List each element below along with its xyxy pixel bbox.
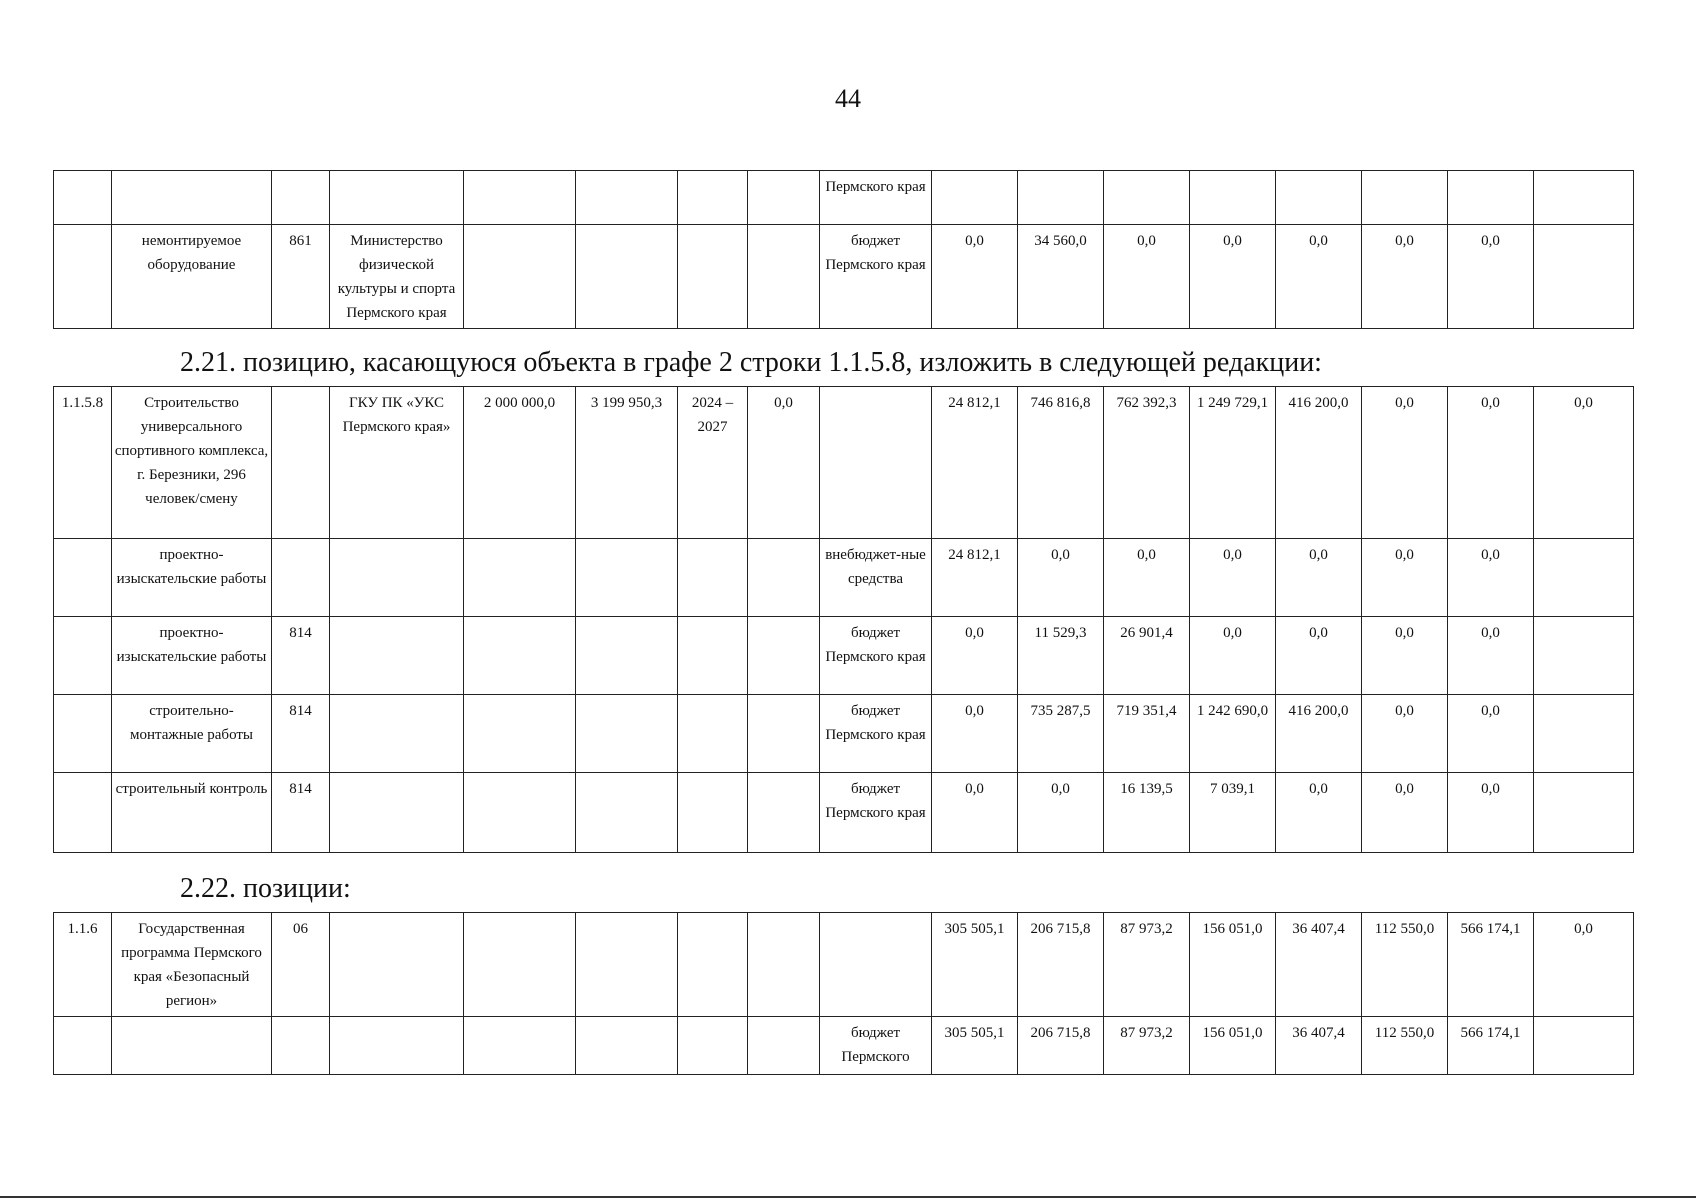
heading-2-22: 2.22. позиции: <box>180 873 351 904</box>
table-row-1-1-5-8 <box>53 386 1634 853</box>
cell-year-value: 36 407,4 <box>1276 913 1362 1017</box>
cell-year-value: 1 249 729,1 <box>1190 387 1276 539</box>
cell-grbs <box>330 773 464 853</box>
cell-year-value: 566 174,1 <box>1448 1017 1534 1075</box>
table-row <box>54 913 1634 1017</box>
cell-year-value: 26 901,4 <box>1104 617 1190 695</box>
cell-name <box>112 1017 272 1075</box>
cell-year-value: 156 051,0 <box>1190 1017 1276 1075</box>
cell-kbk: 06 <box>272 913 330 1017</box>
cell-kbk <box>272 1017 330 1075</box>
cell-cost <box>464 695 576 773</box>
table-previous-continuation <box>53 170 1634 329</box>
cell-year-value: 0,0 <box>1276 539 1362 617</box>
cell-cost-current <box>576 1017 678 1075</box>
cell-period <box>678 1017 748 1075</box>
cell-year-value: 0,0 <box>1018 773 1104 853</box>
cell-year-value: 762 392,3 <box>1104 387 1190 539</box>
table-row <box>54 225 1634 329</box>
cell-completed <box>748 773 820 853</box>
cell-period <box>678 225 748 329</box>
cell-year-value: 24 812,1 <box>932 387 1018 539</box>
cell-year-value: 156 051,0 <box>1190 913 1276 1017</box>
cell-year-value: 416 200,0 <box>1276 695 1362 773</box>
cell-kbk <box>272 387 330 539</box>
cell-period <box>678 695 748 773</box>
cell-period <box>678 773 748 853</box>
cell-last-value <box>1534 773 1634 853</box>
cell-source: бюджет Пермского <box>820 1017 932 1075</box>
cell-last-value <box>1534 617 1634 695</box>
cell-kbk: 814 <box>272 695 330 773</box>
cell-year-value: 0,0 <box>1104 539 1190 617</box>
cell-year-value: 0,0 <box>1104 225 1190 329</box>
cell-year-value: 112 550,0 <box>1362 913 1448 1017</box>
cell-year-value: 0,0 <box>1448 387 1534 539</box>
cell-period <box>678 171 748 225</box>
cell-kbk: 861 <box>272 225 330 329</box>
cell-grbs <box>330 539 464 617</box>
cell-name: проектно-изыскательские работы <box>112 617 272 695</box>
bottom-scan-edge <box>0 1196 1696 1198</box>
cell-source: бюджет Пермского края <box>820 773 932 853</box>
cell-year-value: 87 973,2 <box>1104 1017 1190 1075</box>
cell-year-value: 87 973,2 <box>1104 913 1190 1017</box>
cell-period <box>678 913 748 1017</box>
cell-year-value: 416 200,0 <box>1276 387 1362 539</box>
cell-name <box>112 171 272 225</box>
cell-year-value: 305 505,1 <box>932 913 1018 1017</box>
cell-kbk <box>272 539 330 617</box>
cell-year-value: 0,0 <box>1448 617 1534 695</box>
cell-code <box>54 695 112 773</box>
cell-year-value: 0,0 <box>1190 225 1276 329</box>
table-row <box>54 773 1634 853</box>
table-row <box>54 171 1634 225</box>
cell-last-value <box>1534 695 1634 773</box>
cell-cost <box>464 171 576 225</box>
cell-year-value: 735 287,5 <box>1018 695 1104 773</box>
cell-year-value: 0,0 <box>1448 539 1534 617</box>
cell-cost <box>464 913 576 1017</box>
table-row <box>54 1017 1634 1075</box>
cell-period <box>678 617 748 695</box>
cell-year-value: 0,0 <box>932 773 1018 853</box>
cell-year-value <box>1104 171 1190 225</box>
cell-year-value: 566 174,1 <box>1448 913 1534 1017</box>
cell-period: 2024 – 2027 <box>678 387 748 539</box>
table-row <box>54 387 1634 539</box>
cell-year-value <box>1362 171 1448 225</box>
cell-year-value: 0,0 <box>1190 617 1276 695</box>
cell-completed <box>748 913 820 1017</box>
cell-cost <box>464 1017 576 1075</box>
cell-name: Государственная программа Пермского края «Безопасный регион» <box>112 913 272 1017</box>
cell-completed <box>748 617 820 695</box>
cell-name: проектно-изыскательские работы <box>112 539 272 617</box>
cell-completed: 0,0 <box>748 387 820 539</box>
cell-year-value <box>932 171 1018 225</box>
table-row <box>54 617 1634 695</box>
cell-year-value <box>1448 171 1534 225</box>
cell-year-value: 7 039,1 <box>1190 773 1276 853</box>
cell-year-value: 0,0 <box>1362 225 1448 329</box>
cell-cost <box>464 773 576 853</box>
cell-name: немонтируемое оборудование <box>112 225 272 329</box>
cell-cost-current <box>576 773 678 853</box>
cell-code <box>54 539 112 617</box>
cell-last-value <box>1534 171 1634 225</box>
cell-code: 1.1.5.8 <box>54 387 112 539</box>
cell-year-value <box>1190 171 1276 225</box>
cell-period <box>678 539 748 617</box>
table-row <box>54 539 1634 617</box>
cell-code: 1.1.6 <box>54 913 112 1017</box>
cell-year-value: 0,0 <box>932 617 1018 695</box>
cell-year-value: 0,0 <box>1018 539 1104 617</box>
cell-year-value: 0,0 <box>1276 225 1362 329</box>
cell-year-value: 1 242 690,0 <box>1190 695 1276 773</box>
cell-year-value: 0,0 <box>1362 539 1448 617</box>
cell-year-value: 0,0 <box>1448 773 1534 853</box>
cell-kbk: 814 <box>272 773 330 853</box>
cell-completed <box>748 1017 820 1075</box>
cell-year-value: 11 529,3 <box>1018 617 1104 695</box>
cell-year-value: 0,0 <box>1362 617 1448 695</box>
cell-grbs <box>330 1017 464 1075</box>
cell-year-value: 746 816,8 <box>1018 387 1104 539</box>
cell-grbs <box>330 617 464 695</box>
cell-completed <box>748 695 820 773</box>
cell-code <box>54 1017 112 1075</box>
cell-code <box>54 773 112 853</box>
cell-source: Пермского края <box>820 171 932 225</box>
cell-last-value: 0,0 <box>1534 387 1634 539</box>
cell-year-value: 305 505,1 <box>932 1017 1018 1075</box>
cell-cost-current <box>576 617 678 695</box>
cell-year-value: 36 407,4 <box>1276 1017 1362 1075</box>
cell-last-value <box>1534 539 1634 617</box>
cell-year-value: 0,0 <box>1276 773 1362 853</box>
cell-source <box>820 913 932 1017</box>
cell-grbs: Министерство физической культуры и спорта Пермского края <box>330 225 464 329</box>
cell-year-value: 16 139,5 <box>1104 773 1190 853</box>
cell-year-value: 0,0 <box>1362 773 1448 853</box>
cell-cost-current <box>576 171 678 225</box>
heading-2-21: 2.21. позицию, касающуюся объекта в графе 2 строки 1.1.5.8, изложить в следующей редакции: <box>180 347 1322 378</box>
cell-source: бюджет Пермского края <box>820 695 932 773</box>
cell-last-value <box>1534 1017 1634 1075</box>
cell-year-value: 112 550,0 <box>1362 1017 1448 1075</box>
cell-source: бюджет Пермского края <box>820 225 932 329</box>
cell-cost-current <box>576 695 678 773</box>
cell-year-value: 34 560,0 <box>1018 225 1104 329</box>
cell-code <box>54 225 112 329</box>
cell-year-value: 0,0 <box>1362 695 1448 773</box>
cell-year-value: 0,0 <box>1362 387 1448 539</box>
cell-grbs <box>330 171 464 225</box>
page-number: 44 <box>835 84 861 113</box>
cell-year-value: 24 812,1 <box>932 539 1018 617</box>
cell-year-value: 206 715,8 <box>1018 913 1104 1017</box>
cell-year-value <box>1276 171 1362 225</box>
cell-year-value: 0,0 <box>932 225 1018 329</box>
cell-source <box>820 387 932 539</box>
cell-source: внебюджет-ные средства <box>820 539 932 617</box>
cell-last-value: 0,0 <box>1534 913 1634 1017</box>
cell-name: строительно-монтажные работы <box>112 695 272 773</box>
cell-code <box>54 617 112 695</box>
cell-year-value: 0,0 <box>1190 539 1276 617</box>
cell-cost-current <box>576 913 678 1017</box>
cell-completed <box>748 225 820 329</box>
cell-year-value <box>1018 171 1104 225</box>
cell-year-value: 0,0 <box>1448 695 1534 773</box>
cell-kbk <box>272 171 330 225</box>
cell-cost <box>464 617 576 695</box>
cell-completed <box>748 539 820 617</box>
cell-year-value: 0,0 <box>1276 617 1362 695</box>
cell-code <box>54 171 112 225</box>
cell-cost <box>464 539 576 617</box>
cell-cost-current <box>576 539 678 617</box>
cell-last-value <box>1534 225 1634 329</box>
cell-year-value: 0,0 <box>1448 225 1534 329</box>
cell-year-value: 206 715,8 <box>1018 1017 1104 1075</box>
cell-grbs: ГКУ ПК «УКС Пермского края» <box>330 387 464 539</box>
cell-cost-current <box>576 225 678 329</box>
cell-kbk: 814 <box>272 617 330 695</box>
cell-grbs <box>330 913 464 1017</box>
cell-source: бюджет Пермского края <box>820 617 932 695</box>
table-row <box>54 695 1634 773</box>
cell-name: строительный контроль <box>112 773 272 853</box>
cell-cost <box>464 225 576 329</box>
cell-cost: 2 000 000,0 <box>464 387 576 539</box>
cell-grbs <box>330 695 464 773</box>
cell-year-value: 0,0 <box>932 695 1018 773</box>
cell-year-value: 719 351,4 <box>1104 695 1190 773</box>
cell-cost-current: 3 199 950,3 <box>576 387 678 539</box>
cell-completed <box>748 171 820 225</box>
cell-name: Строительство универсального спортивного комплекса, г. Березники, 296 человек/смену <box>112 387 272 539</box>
table-row-1-1-6 <box>53 912 1634 1075</box>
